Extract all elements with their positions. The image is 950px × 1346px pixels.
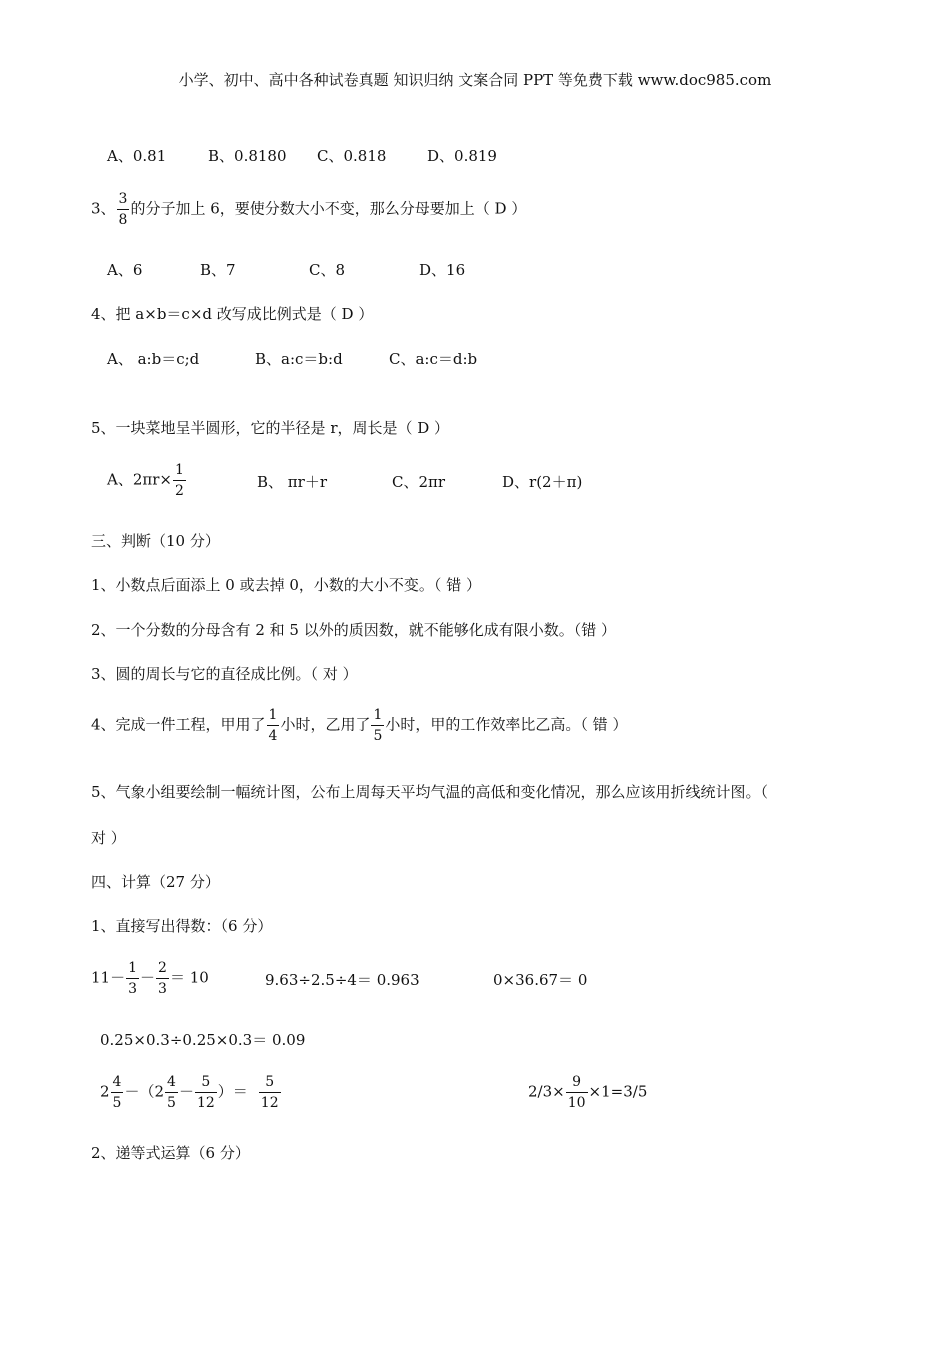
calc-1-line-3 xyxy=(100,1074,282,1111)
q3-option-b: B、7 xyxy=(200,261,236,279)
q5-option-c: C、2πr xyxy=(392,473,446,491)
judge-1: 1、小数点后面添上 0 或去掉 0，小数的大小不变。（ 错 ） xyxy=(91,576,481,594)
q5-option-a xyxy=(107,462,187,499)
q5-option-a-fraction xyxy=(173,462,186,499)
calc-1-expr-1-c: ＝ 10 xyxy=(169,968,209,987)
q5-a-numerator: 1 xyxy=(173,462,186,481)
q3-denominator: 8 xyxy=(118,212,128,228)
q3-numerator: 3 xyxy=(117,191,130,210)
c1-f1-numerator: 1 xyxy=(126,960,139,979)
calc-1-fraction-1 xyxy=(126,960,139,997)
calc-1-expr-1 xyxy=(91,960,209,997)
q5-option-d: D、r(2＋π) xyxy=(502,473,583,491)
judge-2: 2、一个分数的分母含有 2 和 5 以外的质因数，就不能够化成有限小数。（错 ） xyxy=(91,621,616,639)
c1l3r-post: ×1=3/5 xyxy=(588,1082,648,1101)
c1l3-fraction-1 xyxy=(111,1074,124,1111)
judge-4-part-1: 4、完成一件工程，甲用了 xyxy=(91,715,266,734)
calc-1-title: 1、直接写出得数：（6 分） xyxy=(91,917,273,935)
q5-option-b: B、 πr＋r xyxy=(257,473,327,491)
section-4-title: 四、计算（27 分） xyxy=(91,873,220,891)
c1-f1-denominator: 3 xyxy=(128,981,138,997)
q5-a-denominator: 2 xyxy=(174,483,184,499)
q4-option-b: B、a:c＝b:d xyxy=(255,350,343,368)
q2-option-b: B、0.8180 xyxy=(208,147,287,165)
calc-1-expr-1-a: 11－ xyxy=(91,968,126,987)
q3-option-a: A、6 xyxy=(107,261,143,279)
question-5: 5、一块菜地呈半圆形，它的半径是 r，周长是（ D ） xyxy=(91,419,450,437)
q3-option-c: C、8 xyxy=(309,261,346,279)
q2-option-c: C、0.818 xyxy=(317,147,387,165)
c1l3-f3-numerator: 5 xyxy=(195,1074,217,1093)
c1l3r-denominator: 10 xyxy=(567,1095,586,1111)
section-3-title: 三、判断（10 分） xyxy=(91,532,220,550)
j4-f1-numerator: 1 xyxy=(267,707,280,726)
c1l3-f2-numerator: 4 xyxy=(165,1074,178,1093)
calc-1-line-3-right xyxy=(528,1074,647,1111)
q3-prefix: 3、 xyxy=(91,199,116,218)
judge-5-line-2: 对 ） xyxy=(91,829,126,847)
q2-option-d: D、0.819 xyxy=(427,147,497,165)
c1-f2-denominator: 3 xyxy=(158,981,167,997)
q5-option-a-text: A、2πr× xyxy=(107,470,172,489)
q2-option-a: A、0.81 xyxy=(107,147,167,165)
calc-1-expr-2: 9.63÷2.5÷4＝ 0.963 xyxy=(265,971,420,989)
judge-3: 3、圆的周长与它的直径成比例。（ 对 ） xyxy=(91,665,358,683)
calc-1-fraction-2 xyxy=(156,960,169,997)
judge-4-part-3: 小时，甲的工作效率比乙高。（ 错 ） xyxy=(385,715,628,734)
c1l3-result-fraction xyxy=(259,1074,281,1111)
q3-text: 的分子加上 6，要使分数大小不变，那么分母要加上（ D ） xyxy=(130,199,527,218)
q3-option-d: D、16 xyxy=(419,261,466,279)
c1l3-f1-numerator: 4 xyxy=(111,1074,124,1093)
judge-5-line-1: 5、气象小组要绘制一幅统计图，公布上周每天平均气温的高低和变化情况，那么应该用折线统计图。（ xyxy=(91,783,769,801)
j4-f2-numerator: 1 xyxy=(371,707,384,726)
question-4: 4、把 a×b＝c×d 改写成比例式是（ D ） xyxy=(91,305,374,323)
c1l3r-pre: 2/3× xyxy=(528,1082,565,1101)
calc-1-expr-1-b: － xyxy=(140,968,156,987)
c1l3-equals: ）＝ xyxy=(217,1082,248,1101)
question-3 xyxy=(91,191,526,228)
c1l3-f1-denominator: 5 xyxy=(112,1095,122,1111)
judge-4-fraction-1 xyxy=(267,707,280,744)
c1l3r-fraction xyxy=(566,1074,588,1111)
c1l3-mid: －（2 xyxy=(124,1082,165,1101)
calc-1-expr-3: 0×36.67＝ 0 xyxy=(493,971,588,989)
j4-f1-denominator: 4 xyxy=(268,728,278,744)
c1l3-result-denominator: 12 xyxy=(260,1095,279,1111)
page-header: 小学、初中、高中各种试卷真题 知识归纳 文案合同 PPT 等免费下载 www.doc985.com xyxy=(178,71,772,89)
c1l3-minus: － xyxy=(178,1082,194,1101)
q3-fraction xyxy=(117,191,130,228)
judge-4-part-2: 小时，乙用了 xyxy=(280,715,371,734)
c1l3-fraction-3 xyxy=(195,1074,217,1111)
c1l3-whole-1: 2 xyxy=(100,1082,110,1101)
c1l3-f3-denominator: 12 xyxy=(196,1095,215,1111)
c1-f2-numerator: 2 xyxy=(156,960,169,979)
j4-f2-denominator: 5 xyxy=(373,728,383,744)
c1l3-f2-denominator: 5 xyxy=(167,1095,176,1111)
c1l3-fraction-2 xyxy=(165,1074,178,1111)
judge-4-fraction-2 xyxy=(371,707,384,744)
calc-2-title: 2、递等式运算（6 分） xyxy=(91,1144,250,1162)
c1l3-result-numerator: 5 xyxy=(259,1074,281,1093)
judge-4 xyxy=(91,707,627,744)
c1l3r-numerator: 9 xyxy=(566,1074,588,1093)
calc-1-line-2: 0.25×0.3÷0.25×0.3＝ 0.09 xyxy=(100,1031,306,1049)
q4-option-c: C、a:c＝d:b xyxy=(389,350,478,368)
q4-option-a: A、 a:b＝c;d xyxy=(107,350,200,368)
